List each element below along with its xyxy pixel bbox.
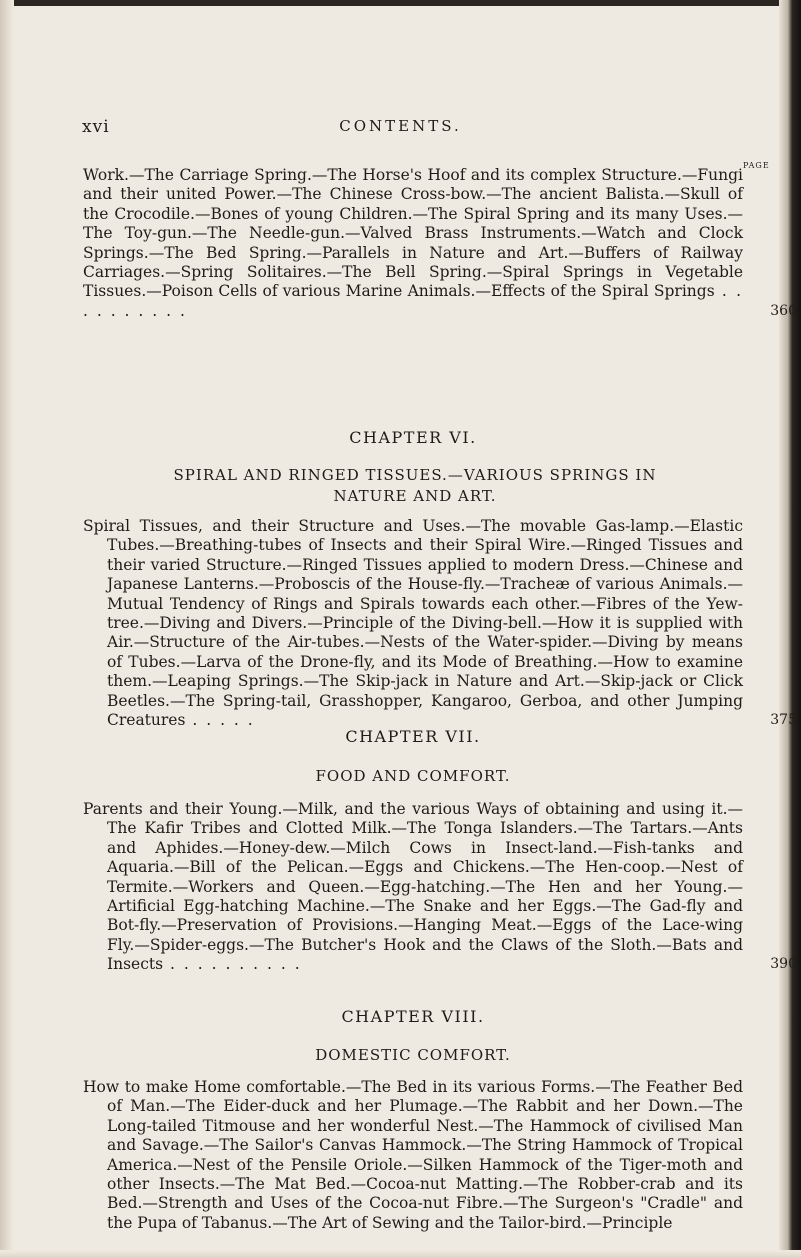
chapter-7-entry-block <box>83 800 797 975</box>
entry-text: Parents and their Young.—Milk, and the various Ways of obtaining and using it.—The Kafir Tribes and Clotted Milk.—The Tonga Islanders.—The Tartars.—Ants and Aphides.—Honey-dew.—Milch Cows in Insect-land.—Fish-tanks and Aquaria.—Bill of the Pelican.—Eggs and Chickens.—The Hen-coop.—Nest of Termite.—Workers and Queen.—Egg-hatching.—The Hen and her Young.—Artificial Egg-hatching Machine.—The Snake and her Eggs.—The Gad-fly and Bot-fly.—Preservation of Provisions.—Hanging Meat.—Eggs of the Lace-wing Fly.—Spider-eggs.—The Butcher's Hook and the Claws of the Sloth.—Bats and Insects <box>83 800 743 974</box>
chapter-heading: CHAPTER VIII. <box>341 1007 485 1026</box>
chapter-title: DOMESTIC COMFORT. <box>315 1046 511 1064</box>
leader-dots: . . . . . <box>185 711 255 730</box>
chapter-7-heading-block <box>83 727 743 746</box>
entry-text: How to make Home comfortable.—The Bed in its various Forms.—The Feather Bed of Man.—The Eider-duck and her Plumage.—The Rabbit and her Down.—The Long-tailed Titmouse and her wonderful Nest.—The Hammock of civilised Man and Savage.—The Sailor's Canvas Hammock.—The String Hammock of Tropical America.—Nest of the Pensile Oriole.—Silken Hammock of the Tiger-moth and other Insects.—The Mat Bed.—Cocoa-nut Matting.—The Robber-crab and its Bed.—Strength and Uses of the Cocoa-nut Fibre.—The Surgeon's "Cradle" and the Pupa of Tabanus.—The Art of Sewing and the Tailor-bird.—Principle <box>83 1078 743 1232</box>
contents-entry <box>83 517 797 730</box>
page-number: 375 <box>770 712 797 729</box>
page-column-label: PAGE <box>743 161 770 170</box>
page-number: 390 <box>770 956 797 973</box>
chapter-8-entry-block <box>83 1078 743 1233</box>
entry-text: Work.—The Carriage Spring.—The Horse's Hoof and its complex Structure.—Fungi and their united Power.—The Chinese Cross-bow.—The ancient Balista.—Skull of the Crocodile.—Bones of young Children.—The Spiral Spring and its many Uses.—The Toy-gun.—The Needle-gun.—Valved Brass Instruments.—Watch and Clock Springs.—The Bed Spring.—Parallels in Nature and Art.—Buffers of Railway Carriages.—Spring Solitaires.—The Bell Spring.—Spiral Springs in Vegetable Tissues.—Poison Cells of various Marine Animals.—Effects of the Spiral Springs <box>83 166 743 301</box>
leader-dots: . . . . . . . . . . <box>83 282 744 320</box>
page-folio: xvi <box>82 117 110 137</box>
contents-entry <box>83 166 797 321</box>
chapter-7-title-block <box>83 766 743 787</box>
entry-text: Spiral Tissues, and their Structure and Uses.—The movable Gas-lamp.—Elastic Tubes.—Breathing-tubes of Insects and their Spiral Wire.—Ringed Tissues and their varied Structure.—Ringed Tissues applied to modern Dress.—Chinese and Japanese Lanterns.—Proboscis of the House-fly.—Tracheæ of various Animals.—Mutual Tendency of Rings and Spirals towards each other.—Fibres of the Yew-tree.—Diving and Divers.—Principle of the Diving-bell.—How it is supplied with Air.—Structure of the Air-tubes.—Nests of the Water-spider.—Diving by means of Tubes.—Larva of the Drone-fly, and its Mode of Breathing.—How to examine them.—Leaping Springs.—The Skip-jack in Nature and Art.—Skip-jack or Click Beetles.—The Spring-tail, Grasshopper, Kangaroo, Gerboa, and other Jumping Creatures <box>83 517 743 730</box>
intro-entry-block <box>83 166 797 321</box>
page-number: 360 <box>770 302 797 319</box>
page-edge-right <box>779 0 801 1258</box>
chapter-8-heading-block <box>83 1007 743 1026</box>
contents-entry <box>83 800 797 975</box>
leader-dots: . . . . . . . . . . <box>163 955 302 974</box>
chapter-heading: CHAPTER VII. <box>345 727 481 746</box>
chapter-6-entry-block <box>83 517 797 730</box>
page-edge-top <box>0 0 801 6</box>
chapter-6-title-block <box>145 465 685 507</box>
chapter-8-title-block <box>83 1045 743 1066</box>
chapter-title: SPIRAL AND RINGED TISSUES.—VARIOUS SPRINGS IN NATURE AND ART. <box>173 466 657 505</box>
chapter-title: FOOD AND COMFORT. <box>315 767 511 785</box>
chapter-6-heading-block <box>83 428 743 447</box>
page-edge-left <box>0 0 14 1258</box>
page-header <box>0 117 801 143</box>
page-edge-bottom <box>0 1250 801 1258</box>
chapter-heading: CHAPTER VI. <box>349 428 477 447</box>
running-head: CONTENTS. <box>339 117 462 135</box>
contents-entry <box>83 1078 743 1233</box>
